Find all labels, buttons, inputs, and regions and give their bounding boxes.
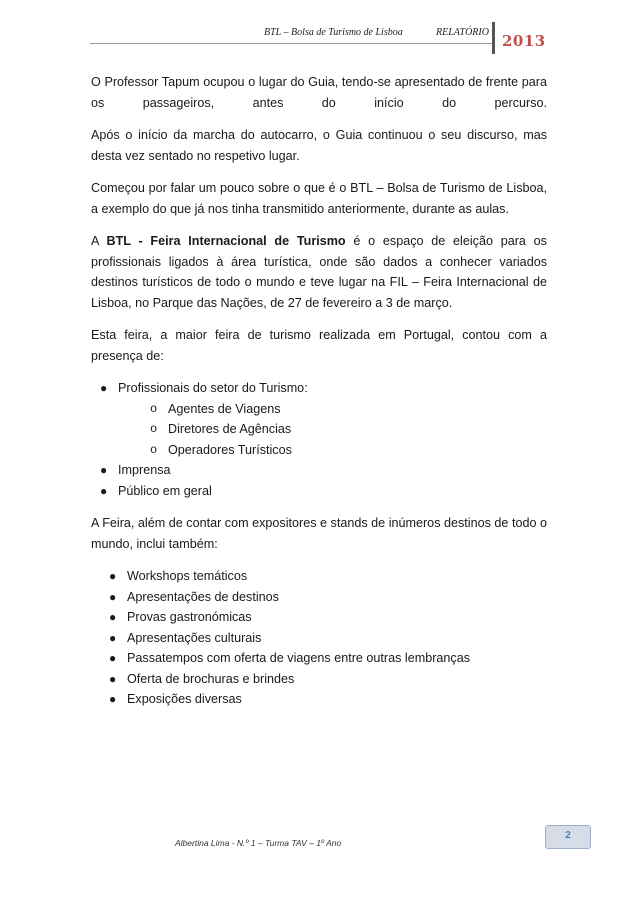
bullet-icon: ● [109,569,117,583]
list-item-label: Provas gastronómicas [127,610,252,624]
list-item-label: Apresentações de destinos [127,589,279,604]
list-item [91,628,547,649]
circle-bullet-icon: o [150,401,158,416]
list-item [91,607,547,628]
page-number-badge [545,825,591,849]
header-divider [492,22,495,54]
sub-list-item-label: Agentes de Viagens [168,401,281,416]
circle-bullet-icon: o [150,442,158,457]
circle-bullet-icon: o [150,422,158,436]
sub-list-item [118,419,547,440]
list-item [91,378,547,460]
list-item-label: Workshops temáticos [127,569,248,583]
sub-list [118,399,547,461]
paragraph-4 [91,231,547,313]
bullet-icon: ● [109,692,117,706]
bullet-icon: ● [109,630,117,645]
sub-list-item-label: Operadores Turísticos [168,442,292,457]
list-item-label: Passatempos com oferta de viagens entre outras lembranças [127,651,471,665]
bullet-icon: ● [100,381,108,395]
footer-author: Albertina Lima - N.º 1 – Turma TAV – 1º Ano [175,838,342,848]
list-item [91,566,547,587]
attendees-list [91,378,547,501]
header-title: BTL – Bolsa de Turismo de Lisboa [264,27,403,38]
paragraph-3: Começou por falar um pouco sobre o que é o BTL – Bolsa de Turismo de Lisboa, a exemplo do que já nos tinha transmitido anteriormente, durante as aulas. [91,181,547,216]
paragraph-5: Esta feira, a maior feira de turismo realizada em Portugal, contou com a presença de: [91,328,547,363]
list-item-label: Oferta de brochuras e brindes [127,671,295,686]
bullet-icon: ● [109,610,117,624]
list-item-label: Exposições diversas [127,692,242,706]
list-item [91,689,547,710]
list-item-label: Imprensa [118,463,171,477]
paragraph-4-rest: é o espaço de eleição para os profissionais ligados à área turística, onde são dados a conhecer variados destinos turísticos de todo o mundo e teve lugar na FIL – Feira Internacional de Lisboa, no Parque das Nações, de 27 de fevereiro a 3 de março. [91,234,547,310]
list-item-label: Público em geral [118,483,212,498]
document-body [91,72,547,722]
bullet-icon: ● [100,483,108,498]
page-number: 2 [565,830,571,841]
paragraph-4-bold: BTL - Feira Internacional de Turismo [106,234,346,248]
list-item [91,669,547,690]
list-item [91,481,547,502]
list-item [91,648,547,669]
bullet-icon: ● [109,671,117,686]
header-rule [90,43,493,44]
bullet-icon: ● [109,589,117,604]
bullet-icon: ● [100,463,108,477]
bullet-icon: ● [109,651,117,665]
list-item-label: Apresentações culturais [127,630,262,645]
list-item [91,460,547,481]
features-list [91,566,547,710]
sub-list-item [118,399,547,420]
sub-list-item-label: Diretores de Agências [168,422,292,436]
page-header [0,0,638,60]
list-item [91,587,547,608]
paragraph-1: O Professor Tapum ocupou o lugar do Guia, tendo-se apresentado de frente para os passageiros, antes do início do percurso. [91,75,547,110]
list-item-label: Profissionais do setor do Turismo: [118,381,308,395]
sub-list-item [118,440,547,461]
paragraph-2: Após o início da marcha do autocarro, o Guia continuou o seu discurso, mas desta vez sentado no respetivo lugar. [91,128,547,163]
paragraph-6: A Feira, além de contar com expositores e stands de inúmeros destinos de todo o mundo, inclui também: [91,516,547,551]
paragraph-4-prefix: A [91,234,107,248]
header-report-label: RELATÓRIO [436,27,489,38]
header-year: 2013 [502,32,546,50]
